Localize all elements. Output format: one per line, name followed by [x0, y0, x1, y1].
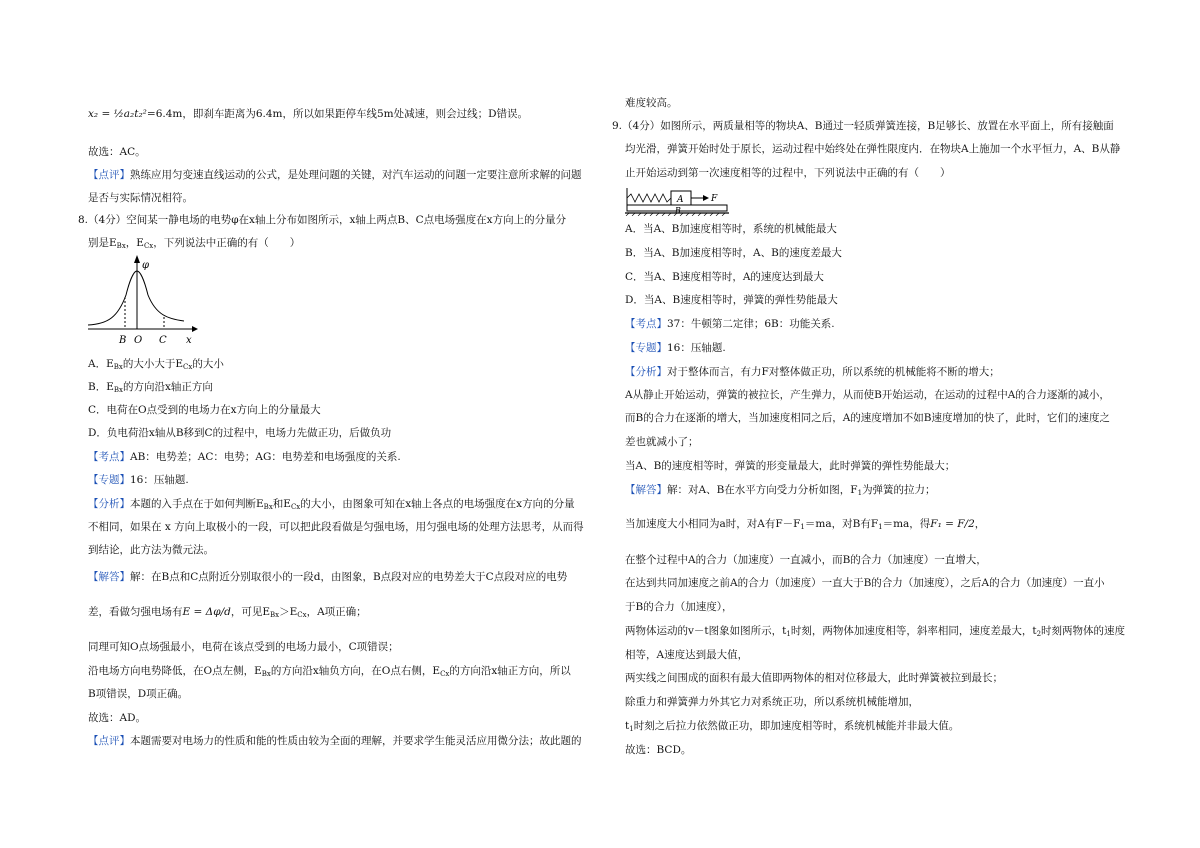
question-8-stem-2	[88, 236, 300, 253]
question-9-stem-1: 9.（4分）如图所示，两质量相等的物块A、B通过一轻质弹簧连接，B足够长、放置在水平面上，所有接触面	[612, 120, 1114, 132]
q8-text-b: ，E	[125, 237, 144, 249]
q9-jd2-pre: 当加速度大小相同为a时，对A有F－F	[625, 518, 801, 530]
formula-line-text: =6.4m，即刹车距离为6.4m，所以如果距停车线5m处减速，则会过线；D错误。	[146, 108, 529, 120]
spring-block-figure	[625, 186, 733, 216]
difficulty-line: 难度较高。	[625, 97, 678, 109]
comment-line-2: 是否与实际情况相符。	[88, 192, 193, 204]
q9-jd2-mid2: ＝ma，得	[882, 518, 931, 530]
displacement-formula: x₂ = ½a₂t₂²	[88, 108, 147, 120]
opt-a-sub2: Cx	[183, 363, 193, 371]
fenxi-line-2: 不相同，如果在 x 方向上取极小的一段，可以把此段看做是匀强电场，用匀强电场的处理方法思考，从而得	[88, 521, 584, 533]
question-9-stem-3: 止开始运动到第一次速度相等的过程中，下列说法中正确的有（ ）	[625, 167, 951, 179]
q8-text-c: ，下列说法中正确的有（ ）	[153, 237, 301, 249]
answer-line: 故选：AC。	[88, 146, 146, 158]
q9-fenxi-line-2: A从静止开始运动，弹簧的被拉长，产生弹力，从而使B开始运动，在运动的过程中A的合力逐渐的减小，	[625, 389, 1110, 401]
option-d: D．负电荷沿x轴从B移到C的过程中，电场力先做正功，后做负功	[88, 427, 392, 439]
opt-a-end: 的大小	[192, 358, 224, 370]
opt-a-pre: A．E	[88, 358, 114, 370]
dianping-line	[88, 734, 582, 748]
q9-jieda-line-4: 在达到共同加速度之前A的合力（加速度）一直大于B的合力（加速度），之后A的合力（加速度）一直小	[625, 577, 1105, 589]
jd4-mid: 的方向沿x轴负方向，在O点右侧，E	[270, 665, 441, 677]
force-label: F	[711, 194, 718, 204]
option-b	[88, 380, 213, 397]
dianping-text: 本题需要对电场力的性质和能的性质由较为全面的理解，并要求学生能灵活应用微分法；故此题的	[130, 735, 582, 747]
q9-option-d: D．当A、B速度相等时，弹簧的弹性势能最大	[625, 294, 838, 306]
force-arrowhead	[703, 195, 709, 201]
fenxi-tag: 【分析】	[88, 498, 130, 510]
x-axis-arrow	[192, 326, 198, 332]
jd2-mid: ，可见E	[230, 606, 271, 618]
jd2-sub1: Bx	[270, 611, 280, 619]
q9-jd1-end: 为弹簧的拉力；	[862, 484, 936, 496]
q9-jd2-mid: ＝ma，对B有F	[804, 518, 879, 530]
q9-fenxi-line-1	[625, 365, 1000, 379]
jieda-line-5: B项错误，D项正确。	[88, 688, 189, 700]
c-label: C	[159, 335, 167, 346]
x-label: x	[186, 335, 192, 346]
q9-jieda-tag: 【解答】	[625, 484, 667, 496]
answer-ad: 故选：AD。	[88, 712, 147, 724]
o-label: O	[134, 335, 143, 346]
q9-jieda-line-2	[625, 517, 985, 534]
q9-zhuanti-tag: 【专题】	[625, 342, 667, 354]
block-a-label: A	[677, 195, 684, 205]
q9-jieda-line-10	[625, 719, 959, 736]
option-a	[88, 357, 224, 374]
opt-a-mid: 的大小大于E	[122, 358, 184, 370]
spring-force-formula: F₁ = F/2	[930, 518, 975, 530]
q9-jd10-end: 时刻之后拉力依然做正功，即加速度相等时，系统机械能并非最大值。	[633, 720, 960, 732]
q9-kaodian-line	[625, 317, 835, 331]
option-c: C．电荷在O点受到的电场力在x方向上的分量最大	[88, 404, 321, 416]
question-9-stem-2: 均光滑，弹簧开始时处于原长，运动过程中始终处在弹性限度内．在物块A上施加一个水平恒力，A、B从静	[625, 143, 1121, 155]
answer-bcd: 故选：BCD。	[625, 744, 692, 756]
q9-jd1-sub: 1	[857, 489, 863, 497]
jd4-pre: 沿电场方向电势降低，在O点左侧，E	[88, 665, 262, 677]
q9-jieda-line-3: 在整个过程中A的合力（加速度）一直减小，而B的合力（加速度）一直增大，	[625, 554, 987, 566]
question-8-stem: 8.（4分）空间某一静电场的电势φ在x轴上分布如图所示，x轴上两点B、C点电场强度在x方向上的分量分	[78, 214, 567, 226]
opt-a-sub1: Bx	[113, 363, 123, 371]
jd2-pre: 差，看做匀强电场有	[88, 606, 183, 618]
q9-zhuanti-line	[625, 341, 726, 355]
jieda-line-2	[88, 605, 367, 622]
q9-option-b: B．当A、B加速度相等时，A、B的速度差最大	[625, 247, 842, 259]
opt-b-sub: Bx	[113, 386, 123, 394]
kaodian-tag: 【考点】	[88, 451, 130, 463]
q9-jieda-line-9: 除重力和弹簧弹力外其它力对系统正功，所以系统机械能增加，	[625, 696, 919, 708]
q9-kaodian-text: 37：牛顿第二定律；6B：功能关系.	[667, 318, 835, 330]
q9-jieda-line-5: 于B的合力（加速度），	[625, 601, 733, 613]
jd1-text: 解：在B点和C点附近分别取很小的一段d，由图象，B点段对应的电势差大于C点段对应的电势	[130, 571, 568, 583]
q9-jd10-pre: t	[625, 720, 630, 732]
q9-jd1-pre: 解：对A、B在水平方向受力分析如图，F	[667, 484, 858, 496]
phi-axis-arrow	[134, 255, 140, 263]
q9-jd6-mid: 时刻，两物体加速度相等，斜率相同，速度差最大，t	[790, 625, 1037, 637]
q9-jieda-line-6	[625, 624, 1125, 641]
q9-fenxi-tag: 【分析】	[625, 366, 667, 378]
q9-zhuanti-text: 16：压轴题.	[667, 342, 726, 354]
jieda-tag: 【解答】	[88, 571, 130, 583]
fenxi-line-3: 到结论，此方法为微元法。	[88, 544, 214, 556]
q9-fenxi-line-4: 差也就减小了；	[625, 436, 699, 448]
comment-tag: 【点评】	[88, 169, 130, 181]
jd2-sub2: Cx	[297, 611, 307, 619]
b-label: B	[119, 335, 127, 346]
q8-text-a: 别是E	[88, 237, 117, 249]
q9-fenxi-line-5: 当A、B的速度相等时，弹簧的形变量最大，此时弹簧的弹性势能最大；	[625, 460, 956, 472]
fx1-sub2: Cx	[290, 503, 301, 511]
phi-label: φ	[142, 260, 150, 271]
zhuanti-tag: 【专题】	[88, 474, 130, 486]
fx1-sub1: Bx	[263, 503, 273, 511]
kaodian-text: AB：电势差；AC：电势；AG：电势差和电场强度的关系.	[130, 451, 401, 463]
zhuanti-text: 16：压轴题.	[130, 474, 189, 486]
q9-jd6-pre: 两物体运动的v－t图象如图所示，t	[625, 625, 787, 637]
fenxi-line-1	[88, 497, 575, 514]
dianping-tag: 【点评】	[88, 735, 130, 747]
fx1-mid: 和E	[272, 498, 291, 510]
fx1-pre: 本题的入手点在于如何判断E	[130, 498, 264, 510]
spring	[627, 194, 671, 202]
q9-option-a: A．当A、B加速度相等时，系统的机械能最大	[625, 223, 837, 235]
q9-jd6-sub1: 1	[786, 630, 791, 638]
field-formula: E = Δφ/d	[182, 606, 231, 618]
jieda-line-4	[88, 664, 571, 681]
q9-kaodian-tag: 【考点】	[625, 318, 667, 330]
comment-line	[88, 168, 582, 182]
opt-b-pre: B．E	[88, 381, 114, 393]
zhuanti-line	[88, 473, 189, 487]
jd2-gt: ＞E	[279, 606, 298, 618]
jd4-end: 的方向沿x轴正方向，所以	[449, 665, 571, 677]
formula-line	[88, 107, 528, 121]
q9-fx1: 对于整体而言，有力F对整体做正功，所以系统的机械能将不断的增大；	[667, 366, 1000, 378]
block-b-label: B	[675, 206, 681, 215]
q8-sub-bx: Bx	[116, 242, 126, 250]
q9-jd2-sub2: 1	[878, 523, 883, 531]
opt-b-end: 的方向沿x轴正方向	[122, 381, 213, 393]
comment-text: 熟练应用匀变速直线运动的公式，是处理问题的关键，对汽车运动的问题一定要注意所求解的问题	[130, 169, 582, 181]
jieda-line-3: 同理可知O点场强最小，电荷在该点受到的电场力最小，C项错误；	[88, 641, 399, 653]
potential-graph	[88, 255, 198, 347]
q9-jd6-sub2: 2	[1036, 630, 1042, 638]
q9-fenxi-line-3: 而B的合力在逐渐的增大，当加速度相同之后，A的速度增加不如B速度增加的快了，此时，它们的速度之	[625, 412, 1111, 424]
q9-jieda-line-1	[625, 483, 936, 500]
q9-option-c: C．当A、B速度相等时，A的速度达到最大	[625, 271, 824, 283]
q9-jd6-end: 时刻两物体的速度	[1041, 625, 1126, 637]
jd2-end: ，A项正确；	[306, 606, 367, 618]
q9-jd2-sub1: 1	[800, 523, 805, 531]
fx1-end: 的大小，由图象可知在x轴上各点的电场强度在x方向的分量	[300, 498, 575, 510]
q9-jd2-end: ，	[974, 518, 986, 530]
q9-jieda-line-7: 相等，A速度达到最大值，	[625, 649, 749, 661]
jd4-sub1: Bx	[261, 670, 271, 678]
potential-curve	[88, 271, 184, 325]
q9-jieda-line-8: 两实线之间围成的面积有最大值即两物体的相对位移最大，此时弹簧被拉到最长；	[625, 672, 1003, 684]
jieda-line-1	[88, 570, 567, 584]
q9-jd10-sub: 1	[629, 725, 634, 733]
q8-sub-cx: Cx	[143, 242, 154, 250]
kaodian-line	[88, 450, 401, 464]
jd4-sub2: Cx	[440, 670, 450, 678]
